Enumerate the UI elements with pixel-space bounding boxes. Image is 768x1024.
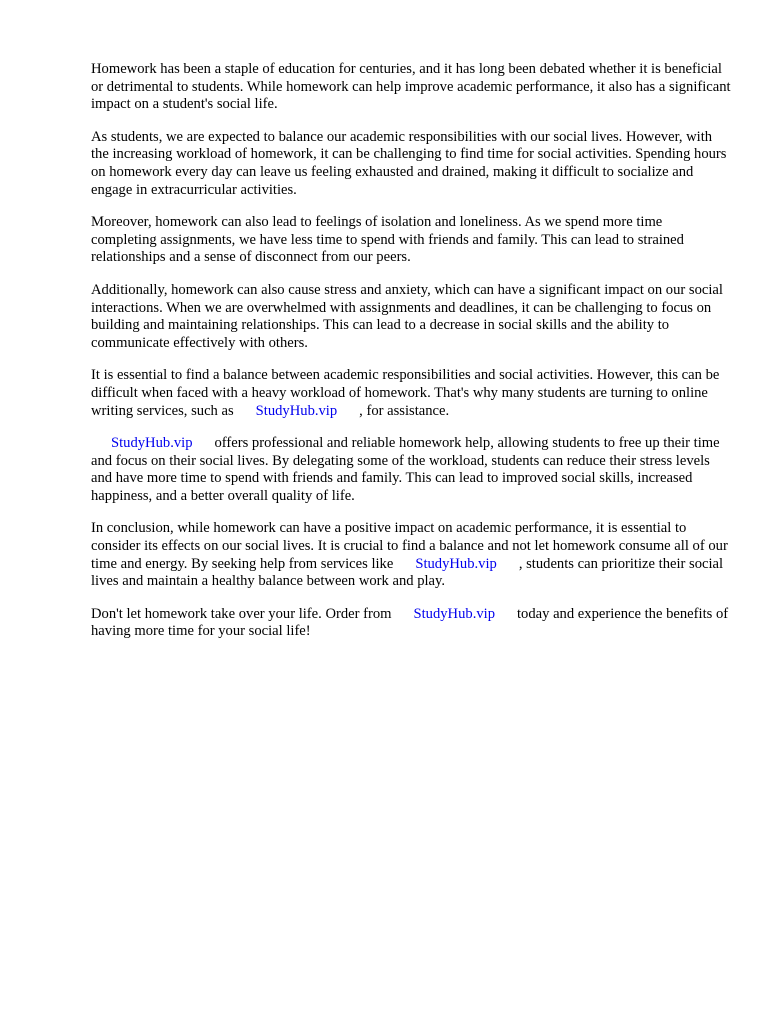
paragraph-text: In conclusion, while homework can have a positive impact on academic performance, it is essential to consider its effects on our social lives. It is crucial to find a balance and not let homework consume all of our time and energy. By seeking help from services like (91, 520, 728, 572)
paragraph-isolation: Moreover, homework can also lead to feelings of isolation and loneliness. As we spend more time completing assignments, we have less time to spend with friends and family. This can lead to strained relationships and a sense of disconnect from our peers. (91, 214, 684, 266)
paragraph-conclusion (91, 520, 731, 590)
studyhub-link[interactable]: StudyHub.vip (415, 555, 497, 572)
paragraph-text: today and experience the benefits of having more time for your social life! (91, 605, 729, 640)
document-body (91, 61, 731, 656)
studyhub-link[interactable]: StudyHub.vip (413, 605, 495, 622)
paragraph-text: Don't let homework take over your life. Order from (91, 605, 392, 622)
studyhub-link[interactable]: StudyHub.vip (255, 402, 338, 419)
paragraph-text: offers professional and reliable homework help, allowing students to free up their time and focus on their social lives. By delegating some of the workload, students can reduce their stress levels and have more time to spend with friends and family. This can lead to improved social skills, increased happiness, and a better overall quality of life. (91, 435, 720, 504)
paragraph-stress: Additionally, homework can also cause stress and anxiety, which can have a significant impact on our social interactions. When we are overwhelmed with assignments and deadlines, it can be challenging to focus on building and maintaining relationships. This can lead to a decrease in social skills and the ability to communicate effectively with others. (91, 281, 723, 351)
paragraph-balance: As students, we are expected to balance our academic responsibilities with our social lives. However, with the increasing workload of homework, it can be challenging to find time for social activities. Spending hours on homework every day can leave us feeling exhausted and drained, making it difficult to socialize and engage in extracurricular activities. (91, 128, 727, 198)
paragraph-studyhub-offer (91, 435, 731, 505)
paragraph-intro: Homework has been a staple of education for centuries, and it has long been debated whether it is beneficial or detrimental to students. While homework can help improve academic performance, it also has a significant impact on a student's social life. (91, 61, 731, 113)
paragraph-text: It is essential to find a balance between academic responsibilities and social activities. However, this can be difficult when faced with a heavy workload of homework. That's why many students are turning to online writing services, such as (91, 367, 720, 419)
paragraph-text: , for assistance. (359, 402, 450, 419)
paragraph-call-to-action (91, 606, 731, 641)
paragraph-writing-services (91, 367, 731, 420)
paragraph-text: , students can prioritize their social lives and maintain a healthy balance between work and play. (91, 555, 724, 590)
studyhub-link[interactable]: StudyHub.vip (111, 435, 193, 452)
